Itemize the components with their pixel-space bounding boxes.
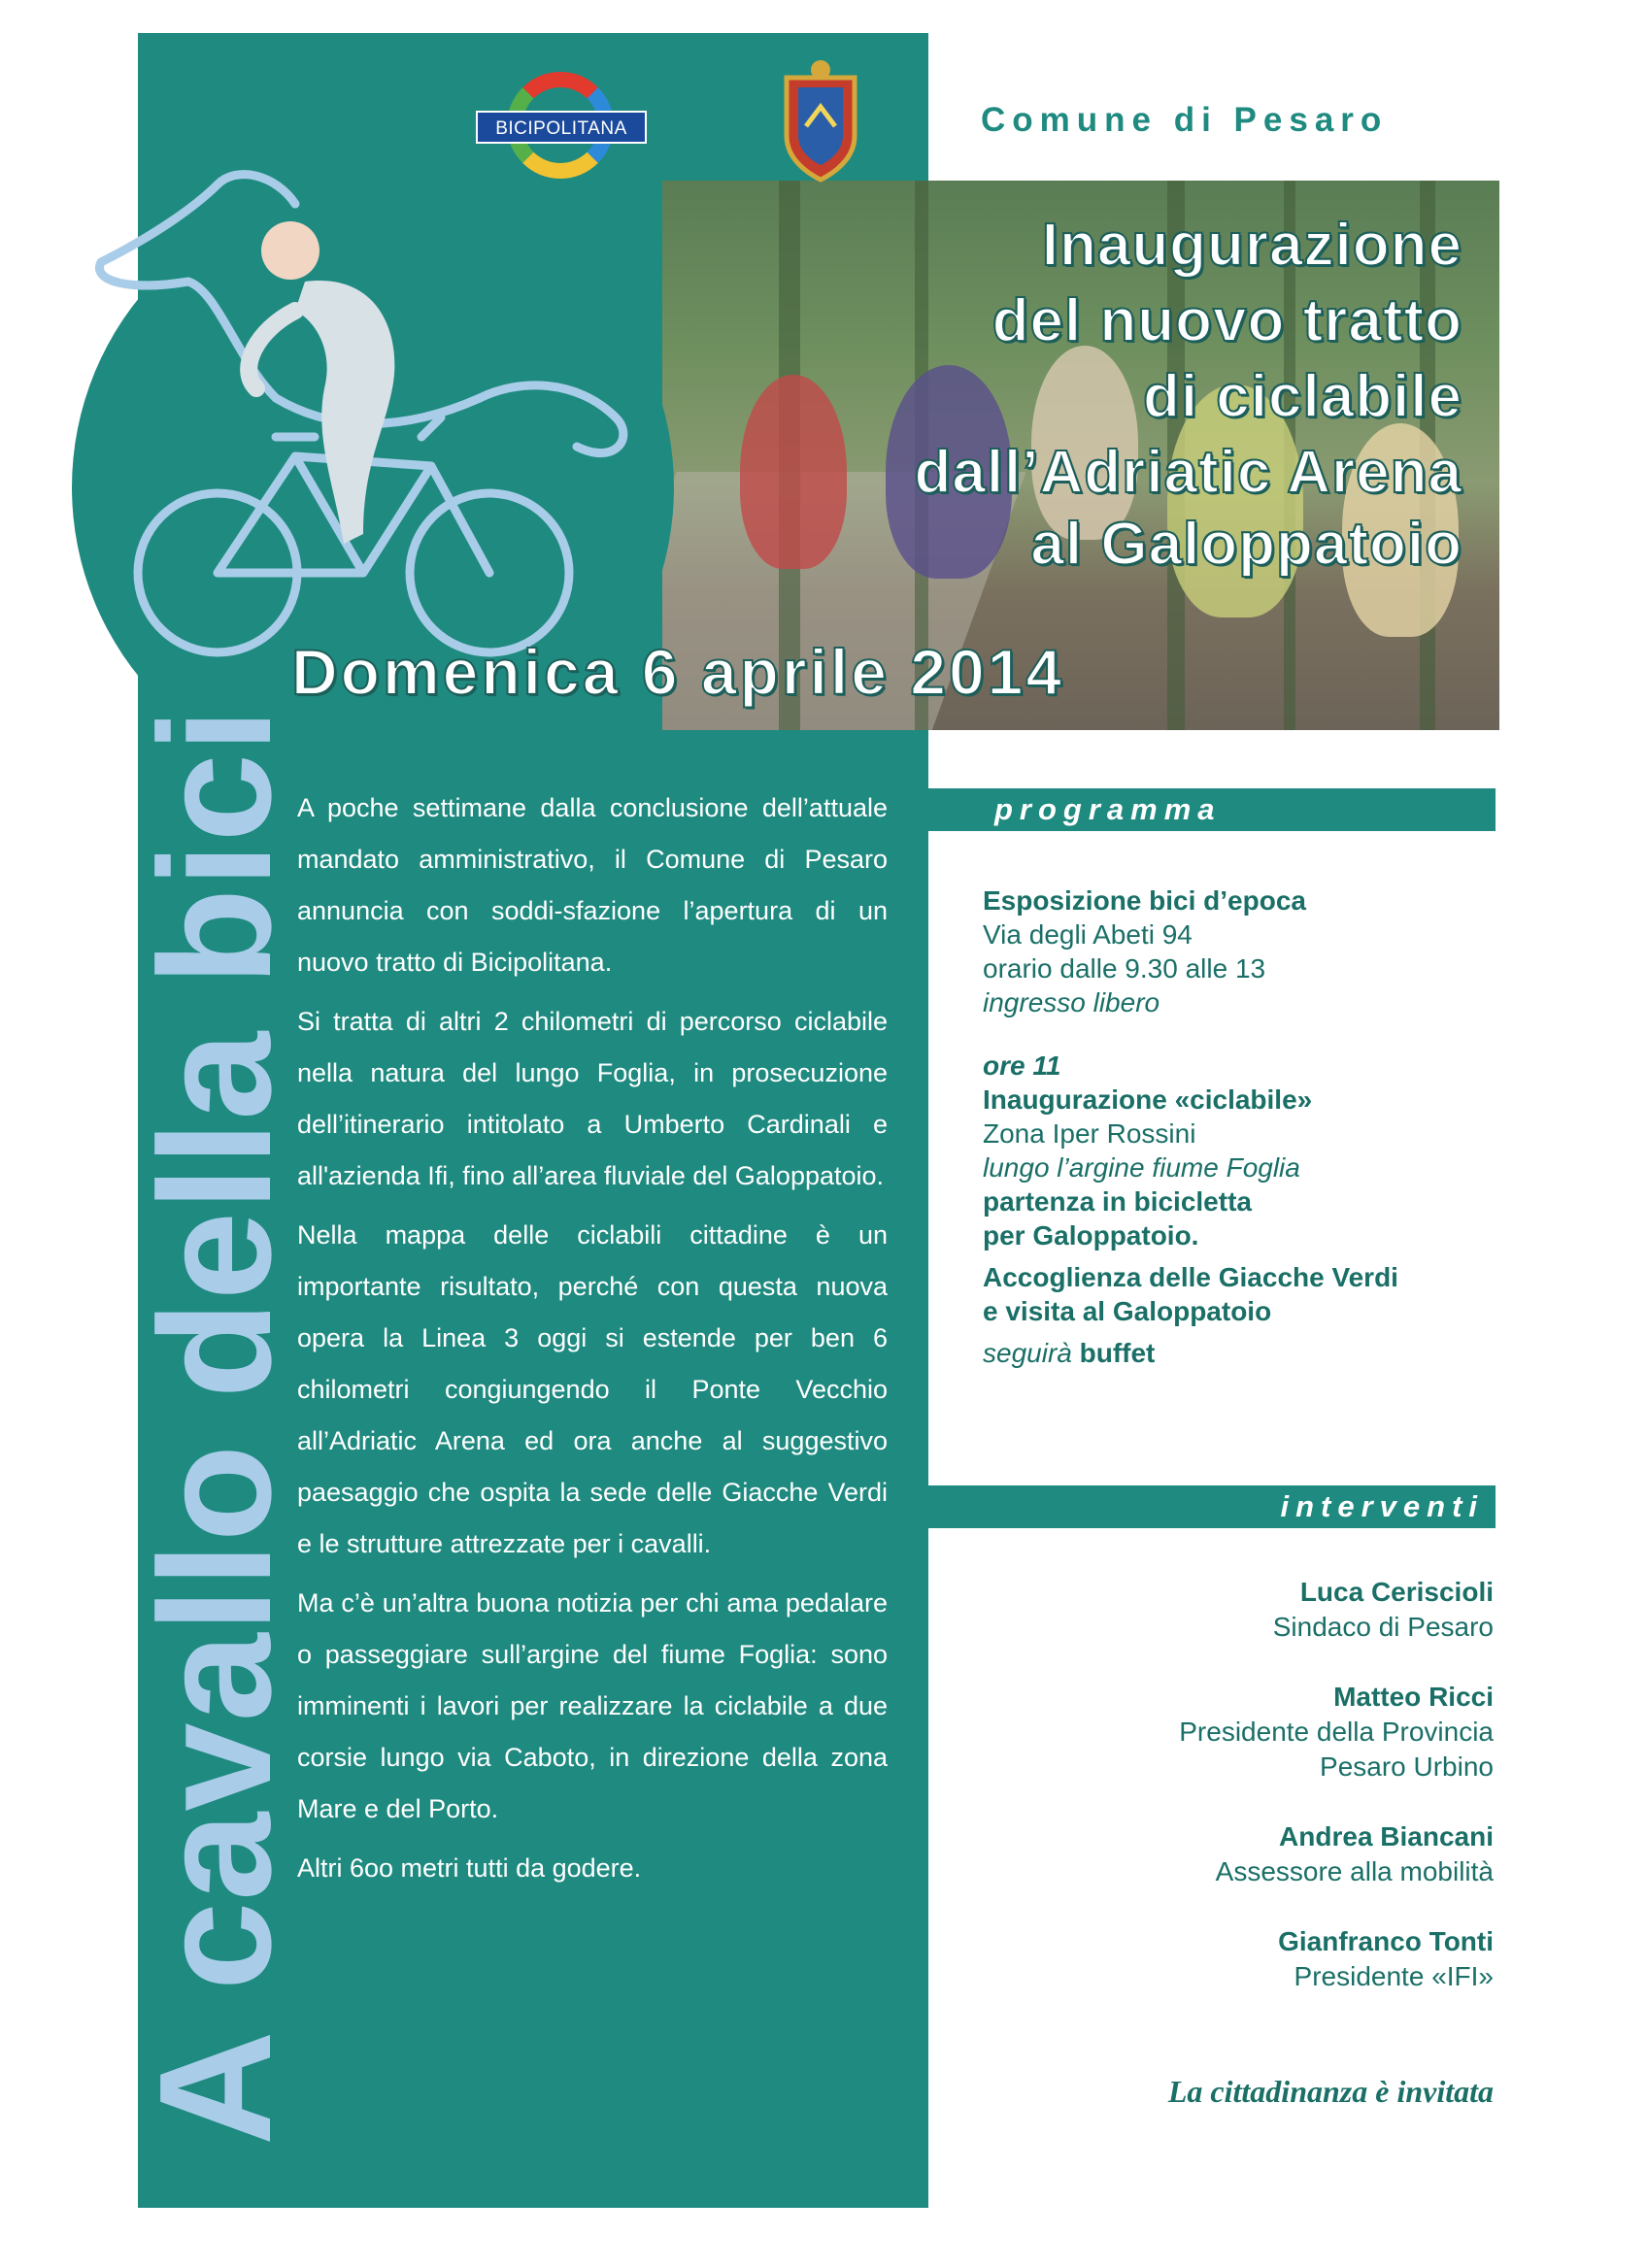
vertical-title: A cavallo della bici [126, 707, 304, 2146]
programma-item-time: ore 11 [983, 1051, 1061, 1081]
speaker [950, 1819, 1494, 1889]
programma-item-place: Via degli Abeti 94 [983, 919, 1193, 950]
programma-item-line: e visita al Galoppatoio [983, 1296, 1272, 1326]
bicipolitana-logo [466, 62, 656, 196]
programma-item-note-bold: buffet [1079, 1338, 1156, 1368]
horse-cyclist-illustration [72, 146, 693, 670]
speaker [950, 1575, 1494, 1645]
speaker-role: Presidente della Provincia [1179, 1717, 1494, 1747]
programma-item [983, 884, 1507, 1019]
speaker [950, 1924, 1494, 1994]
programma-item-title: Esposizione bici d’epoca [983, 885, 1306, 916]
speaker-role: Presidente «IFI» [1294, 1961, 1494, 1991]
comune-title: Comune di Pesaro [981, 101, 1389, 139]
programma-heading: programma [994, 792, 1222, 826]
body-paragraph: Ma c’è un’altra buona notizia per chi ama pedalare o passeggiare sull’argine del fiume Foglia: sono imminenti i lavori per realizzare la ciclabile a due corsie lungo via Caboto, in direzione della zona Mare e del Porto. [297, 1588, 888, 1823]
crest-icon [777, 58, 864, 184]
programma-item-line: Accoglienza delle Giacche Verdi [983, 1262, 1398, 1292]
programma-item-title: Inaugurazione «ciclabile» [983, 1084, 1313, 1115]
speaker-name: Matteo Ricci [1333, 1682, 1494, 1712]
speaker-role: Assessore alla mobilità [1215, 1856, 1494, 1886]
headline-line-1: Inaugurazione [1041, 212, 1462, 279]
speaker-role: Sindaco di Pesaro [1272, 1612, 1494, 1642]
speaker-name: Gianfranco Tonti [1278, 1926, 1494, 1956]
programma-item-line: partenza in bicicletta [983, 1186, 1252, 1217]
speaker [950, 1680, 1494, 1784]
body-paragraph: Nella mappa delle ciclabili cittadine è un importante risultato, perché con questa nuova opera la Linea 3 oggi si estende per ben 6 chilometri congiungendo il Ponte Vecchio all’Adriatic Arena ed ora anche al suggestivo paesaggio che ospita la sede delle Giacche Verdi e le strutture attrezzate per i cavalli. [297, 1220, 888, 1558]
bicipolitana-logo-label: BICIPOLITANA [476, 111, 647, 144]
programma-item-note: lungo l’argine fiume Foglia [983, 1152, 1300, 1183]
headline-line-3: di ciclabile [1142, 363, 1462, 430]
headline-line-4: dall’Adriatic Arena [914, 439, 1462, 506]
programma-item [983, 1049, 1507, 1252]
speaker-role: Pesaro Urbino [1320, 1751, 1494, 1782]
programma-item-line: per Galoppatoio. [983, 1220, 1199, 1251]
programma-item-note: ingresso libero [983, 987, 1160, 1017]
body-paragraph: A poche settimane dalla conclusione dell’attuale mandato amministrativo, il Comune di Pesaro annuncia con soddi-sfazione l’apertura di un nuovo tratto di Bicipolitana. [297, 793, 888, 977]
programma-item-place: Zona Iper Rossini [983, 1118, 1196, 1149]
body-text [297, 783, 888, 1902]
speaker-name: Luca Ceriscioli [1299, 1577, 1494, 1607]
headline-line-2: del nuovo tratto [992, 287, 1462, 354]
interventi-heading: interventi [1280, 1489, 1484, 1523]
speaker-name: Andrea Biancani [1279, 1821, 1494, 1851]
programma-item-note: seguirà [983, 1338, 1072, 1368]
invitation-text: La cittadinanza è invitata [1167, 2074, 1494, 2109]
event-date: Domenica 6 aprile 2014 [291, 636, 1065, 708]
programma-item [983, 1260, 1507, 1370]
programma-item-time: orario dalle 9.30 alle 13 [983, 953, 1266, 984]
headline-line-5: al Galoppatoio [1030, 511, 1462, 578]
programma-list [983, 884, 1507, 1399]
body-paragraph: Altri 6oo metri tutti da godere. [297, 1853, 642, 1883]
interventi-list [950, 1575, 1494, 2029]
body-paragraph: Si tratta di altri 2 chilometri di percorso ciclabile nella natura del lungo Foglia, in prosecuzione dell’itinerario intitolato a Umberto Cardinali e all'azienda Ifi, fino all’area fluviale del Galoppatoio. [297, 1007, 888, 1190]
